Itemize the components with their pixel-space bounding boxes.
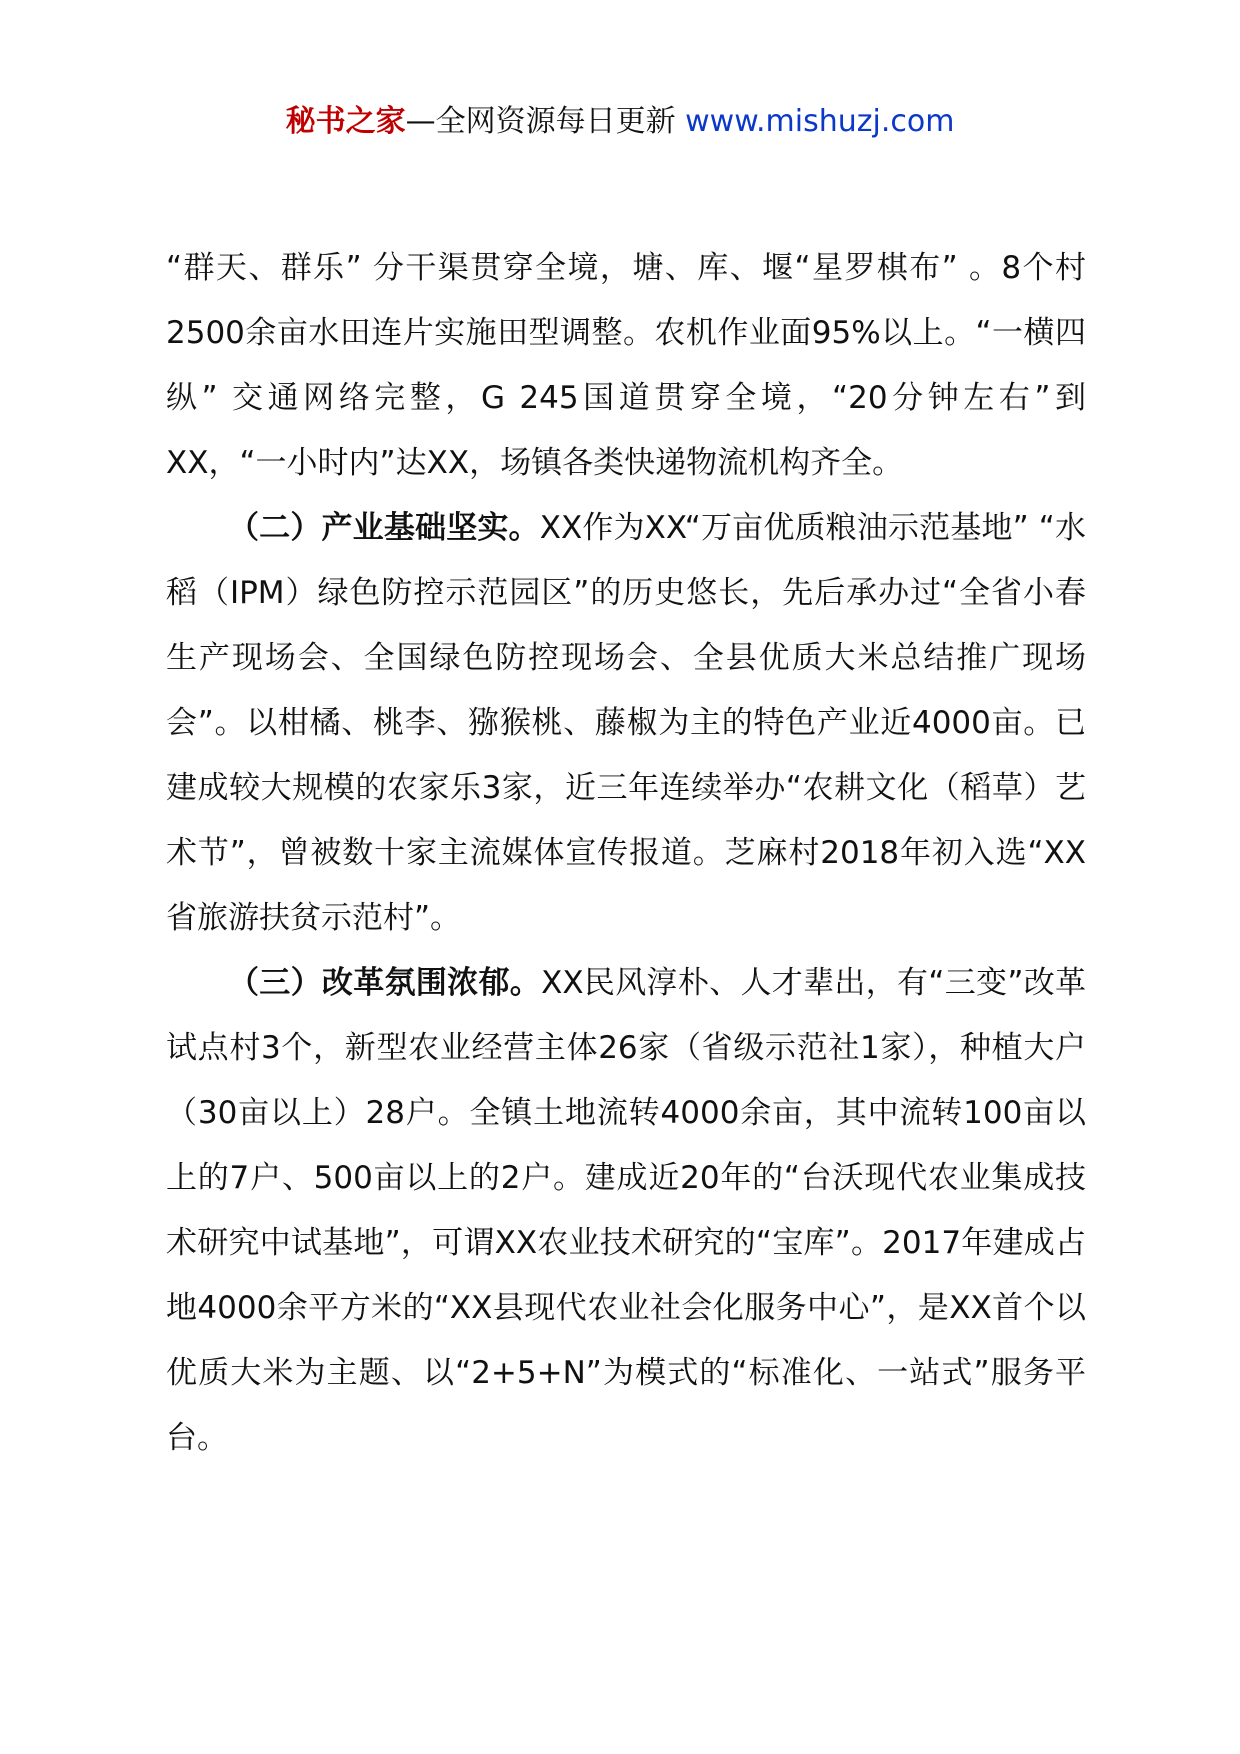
section-heading: （三）改革氛围浓郁。: [228, 965, 542, 1001]
brand-name: 秘书之家: [285, 104, 406, 139]
paragraph-industry: [166, 496, 1086, 951]
paragraph-reform: [166, 951, 1086, 1471]
paragraph-text: XX民风淳朴、人才辈出，有“三变”改革试点村3个，新型农业经营主体26家（省级示范社1家），种植大户（30亩以上）28户。全镇土地流转4000余亩，其中流转100亩以上的7户、500亩以上的2户。建成近20年的“台沃现代农业集成技术研究中试基地”，可谓XX农业技术研究的“宝库”。2017年建成占地4000余平方米的“XX县现代农业社会化服务中心”，是XX首个以优质大米为主题、以“2+5+N”为模式的“标准化、一站式”服务平台。: [166, 965, 1087, 1456]
page-header: [0, 100, 1240, 144]
paragraph-text: “群天、群乐” 分干渠贯穿全境，塘、库、堰“星罗棋布” 。8个村2500余亩水田连片实施田型调整。农机作业面95%以上。“一横四纵” 交通网络完整，G 245国道贯穿全境，“20分钟左右”到XX，“一小时内”达XX，场镇各类快递物流机构齐全。: [166, 250, 1086, 481]
document-body: [166, 236, 1086, 1471]
header-slogan: —全网资源每日更新: [405, 104, 676, 139]
paragraph-continuation: [166, 236, 1086, 496]
site-url[interactable]: www.mishuzj.com: [685, 104, 955, 139]
paragraph-text: XX作为XX“万亩优质粮油示范基地” “水稻（IPM）绿色防控示范园区”的历史悠长，先后承办过“全省小春生产现场会、全国绿色防控现场会、全县优质大米总结推广现场会”。以柑橘、桃李、猕猴桃、藤椒为主的特色产业近4000亩。已建成较大规模的农家乐3家，近三年连续举办“农耕文化（稻草）艺术节”，曾被数十家主流媒体宣传报道。芝麻村2018年初入选“XX省旅游扶贫示范村”。: [166, 510, 1086, 936]
section-heading: （二）产业基础坚实。: [228, 510, 540, 546]
